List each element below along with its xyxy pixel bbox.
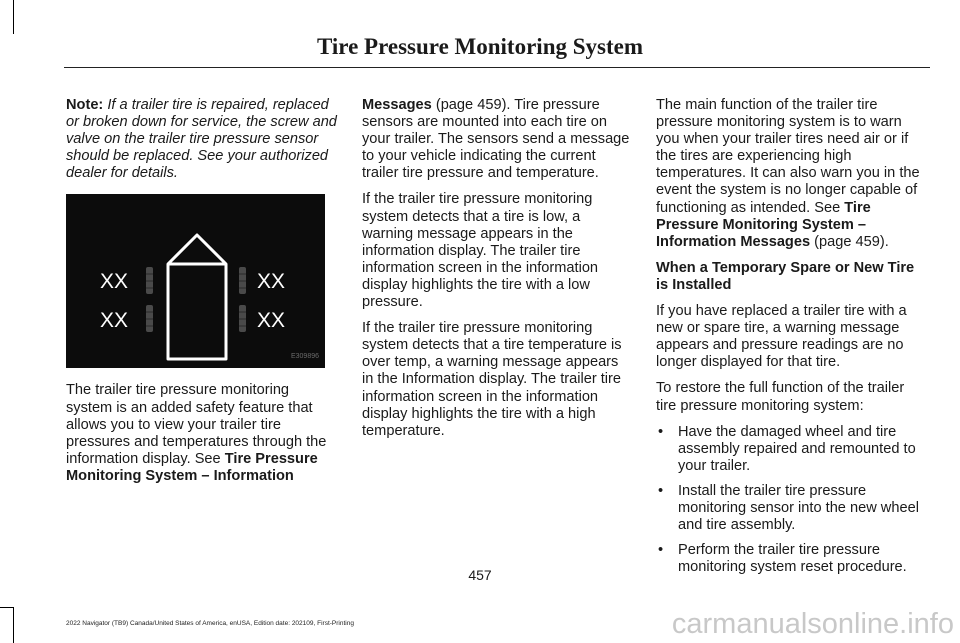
list-item-text: Perform the trailer tire pressure monitoring system reset procedure. bbox=[678, 542, 907, 576]
bullet-icon: • bbox=[658, 542, 664, 559]
intro-paragraph bbox=[66, 382, 338, 485]
tire-readout: XX bbox=[257, 270, 286, 294]
spare-tire-paragraph: If you have replaced a trailer tire with a new or spare tire, a warning message appears and pressure readings are no longer displayed for that tire. bbox=[656, 303, 907, 371]
page-number: 457 bbox=[468, 567, 492, 583]
tire-readout: XX bbox=[100, 309, 129, 333]
restore-paragraph: To restore the full function of the trailer tire pressure monitoring system: bbox=[656, 380, 905, 414]
cross-reference-link: Tire Pressure Monitoring System – Information bbox=[66, 450, 318, 484]
page-reference: (page 459). bbox=[810, 233, 889, 250]
list-item bbox=[656, 483, 928, 534]
column-1 bbox=[66, 97, 338, 494]
list-item bbox=[656, 424, 928, 475]
footer-edition-info: 2022 Navigator (TB9) Canada/United States of America, enUSA, Edition date: 202109, First-Printing bbox=[66, 620, 354, 627]
crop-mark bbox=[13, 607, 14, 643]
list-item-text: Have the damaged wheel and tire assembly repaired and remounted to your trailer. bbox=[678, 423, 916, 474]
header-rule bbox=[64, 67, 930, 68]
intro-text: The trailer tire pressure monitoring system is an added safety feature that allows you to view your trailer tire pressures and temperatures through the information display. See bbox=[66, 382, 327, 467]
main-function-text: The main function of the trailer tire pressure monitoring system is to warn you when your trailer tires need air or if the tires are experiencing high temperatures. It can also warn you in the event the system is no longer capable of functioning as intended. See bbox=[656, 97, 920, 216]
low-pressure-paragraph: If the trailer tire pressure monitoring system detects that a tire is low, a warning message appears in the information display. The trailer tire information screen in the information display highlights the tire with a low pressure. bbox=[362, 191, 599, 311]
bullet-icon: • bbox=[658, 423, 664, 440]
section-heading: When a Temporary Spare or New Tire is Installed bbox=[656, 259, 915, 293]
crop-mark bbox=[0, 607, 14, 608]
over-temp-paragraph: If the trailer tire pressure monitoring system detects that a tire temperature is over temp, a warning message appears in the Information display. The trailer tire information screen in the information display highlights the tire with a high temperature. bbox=[362, 320, 622, 439]
sensor-paragraph bbox=[362, 97, 632, 182]
list-item-text: Install the trailer tire pressure monitoring sensor into the new wheel and tire assembly. bbox=[678, 482, 919, 534]
note-text: If a trailer tire is repaired, replaced or broken down for service, the screw and valve on the trailer tire pressure sensor should be replaced. See your authorized dealer for details. bbox=[66, 97, 337, 182]
note-paragraph bbox=[66, 97, 338, 182]
note-label: Note: bbox=[66, 97, 104, 113]
column-3 bbox=[656, 97, 928, 584]
cross-reference-link: Tire Pressure Monitoring System – Information Messages bbox=[656, 199, 871, 250]
tire-readout: XX bbox=[100, 270, 129, 294]
main-function-paragraph bbox=[656, 97, 928, 251]
bullet-icon: • bbox=[658, 482, 664, 499]
trailer-tire-display-illustration bbox=[66, 194, 325, 368]
column-2 bbox=[362, 97, 632, 449]
restore-steps-list bbox=[656, 424, 928, 577]
crop-mark bbox=[13, 0, 14, 34]
list-item bbox=[656, 542, 928, 576]
sensor-text: (page 459). Tire pressure sensors are mounted into each tire on your trailer. The sensors send a message to your vehicle indicating the current trailer tire pressure and temperature. bbox=[362, 97, 630, 182]
tire-readout: XX bbox=[257, 309, 286, 333]
watermark-logo: carmanualsonline.info bbox=[671, 608, 954, 640]
figure-code: E309896 bbox=[290, 353, 319, 361]
trailer-diagram-icon bbox=[66, 194, 325, 368]
page-header-title: Tire Pressure Monitoring System bbox=[316, 34, 644, 59]
cross-reference-link: Messages bbox=[362, 97, 432, 113]
